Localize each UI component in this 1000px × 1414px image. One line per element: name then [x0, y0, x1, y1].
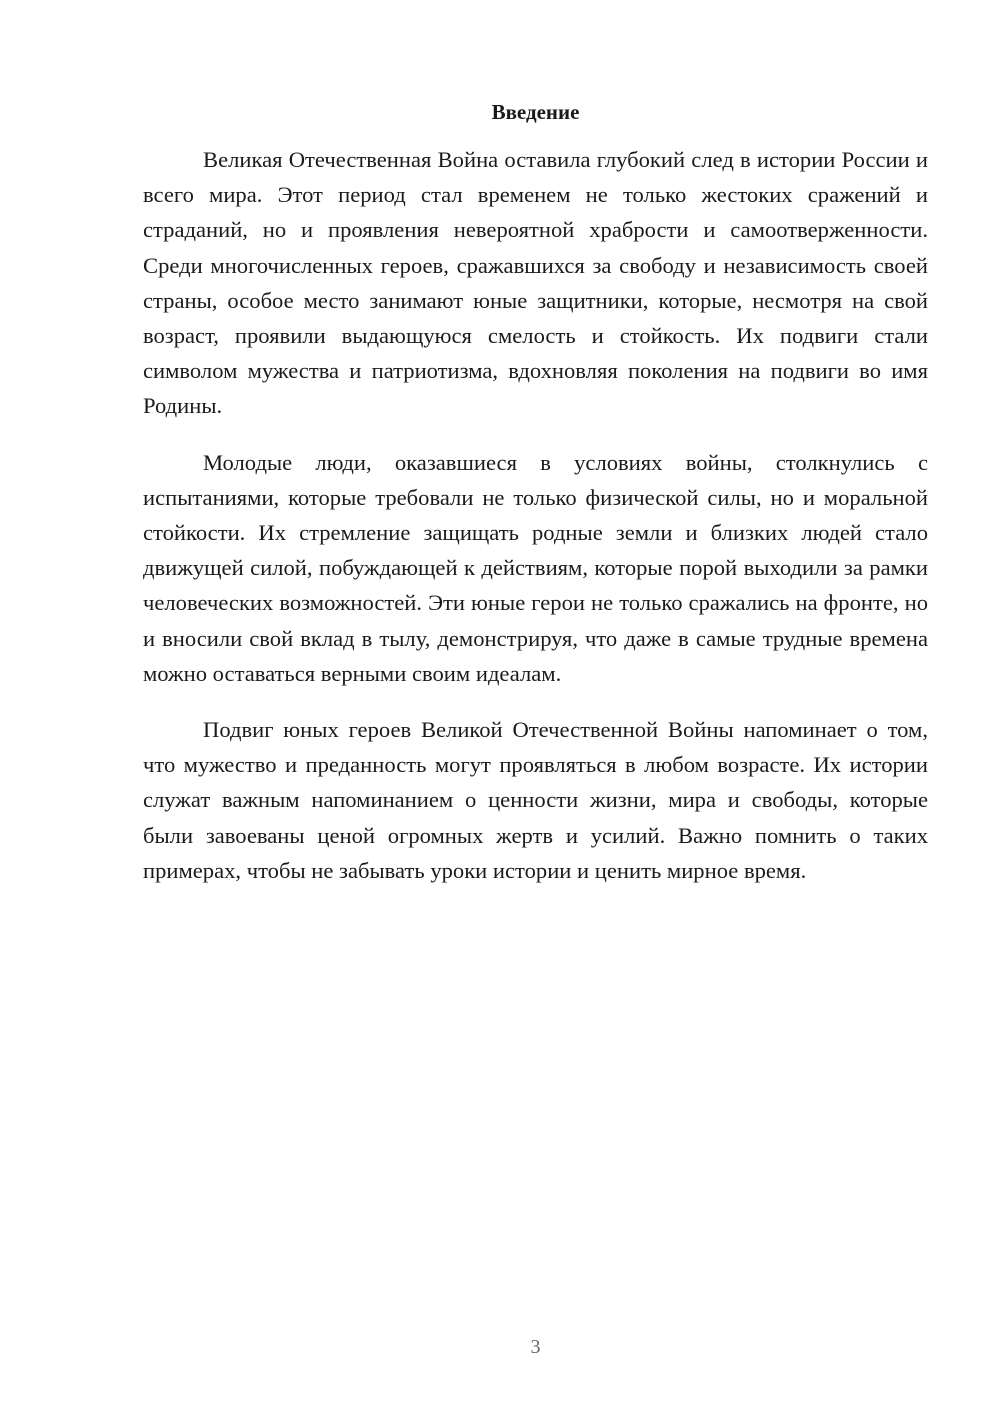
section-title: Введение — [491, 100, 580, 124]
page-number: 3 — [530, 1336, 541, 1358]
paragraph-2: Молодые люди, оказавшиеся в условиях войны, столкнулись с испытаниями, которые требовали не только физической силы, но и моральной стойкости. Их стремление защищать родные земли и близких людей стало движущей силой, побуждающей к действиям, которые порой выходили за рамки человеческих возможностей. Эти юные герои не только сражались на фронте, но и вносили свой вклад в тылу, демонстрируя, что даже в самые трудные времена можно оставаться верными своим идеалам. — [143, 449, 928, 686]
paragraph-1: Великая Отечественная Война оставила глубокий след в истории России и всего мира. Этот период стал временем не только жестоких сражений и страданий, но и проявления невероятной храбрости и самоотверженности. Среди многочисленных героев, сражавшихся за свободу и независимость своей страны, особое место занимают юные защитники, которые, несмотря на свой возраст, проявили выдающуюся смелость и стойкость. Их подвиги стали символом мужества и патриотизма, вдохновляя поколения на подвиги во имя Родины. — [143, 147, 928, 419]
paragraph-3: Подвиг юных героев Великой Отечественной Войны напоминает о том, что мужество и преданность могут проявляться в любом возрасте. Их истории служат важным напоминанием о ценности жизни, мира и свободы, которые были завоеваны ценой огромных жертв и усилий. Важно помнить о таких примерах, чтобы не забывать уроки истории и ценить мирное время. — [143, 717, 928, 883]
body-text — [143, 142, 928, 909]
